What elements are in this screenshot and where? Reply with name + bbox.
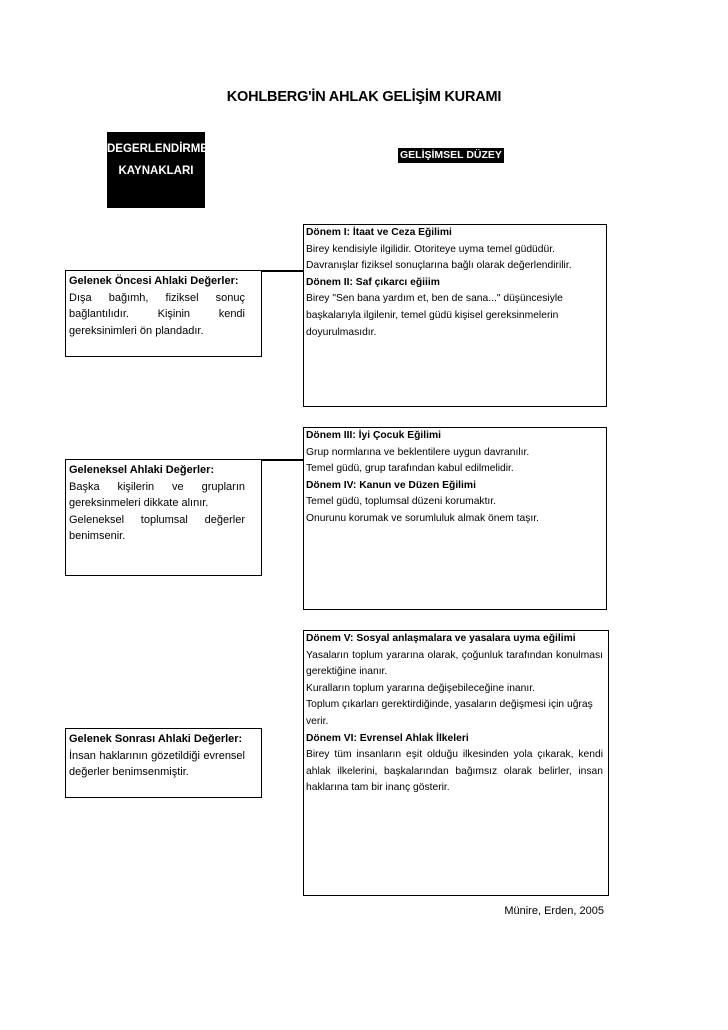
stage-6-text: Birey tüm insanların eşit olduğu ilkesinden yola çıkarak, kendi ahlak ilkelerini, başkalarından bağımsız olarak belirler, insan haklarına tam bir inanç gösterir.: [306, 749, 603, 794]
stage-1-title: Dönem I: İtaat ve Ceza Eğilimi: [306, 227, 452, 238]
stage-5-line-1: Yasaların toplum yararına olarak, çoğunluk tarafından konulması gerektiğine inanır.: [306, 649, 603, 678]
stage-4-title: Dönem IV: Kanun ve Düzen Eğilimi: [306, 479, 476, 491]
stage-3-line-1: Grup normlarına ve beklentilere uygun davranılır.: [306, 446, 530, 458]
stage-3-title: Dönem III: İyi Çocuk Eğilimi: [306, 430, 442, 441]
stage-6-title: Dönem VI: Evrensel Ahlak İlkeleri: [306, 732, 469, 744]
evaluation-sources-label: [107, 132, 208, 208]
conventional-text-2: Geleneksel toplumsal değerler benimsenir.: [69, 513, 245, 542]
preconventional-heading: Gelenek Öncesi Ahlaki Değerler:: [69, 275, 239, 287]
stage-5-line-2: Kuralların toplum yararına değişebileceğine inanır.: [306, 682, 535, 694]
conventional-heading: Geleneksel Ahlaki Değerler:: [69, 464, 215, 476]
preconventional-text: Dışa bağımh, fiziksel sonuç bağlantılıdır. Kişinin kendi gereksinimleri ön plandadır.: [69, 291, 245, 337]
stage-1-line-2: Davranışlar fiziksel sonuçlarına bağlı olarak değerlendirilir.: [306, 260, 572, 272]
stages-1-2-box: [303, 224, 607, 407]
stage-4-line-2: Onurunu korumak ve sorumluluk almak önem taşır.: [306, 512, 539, 524]
stage-3-line-2: Temel güdü, grup tarafından kabul edilmelidir.: [306, 463, 514, 475]
stage-2-title: Dönem II: Saf çıkarcı eğiiim: [306, 276, 440, 288]
source-credit: Münire, Erden, 2005: [504, 905, 604, 917]
evaluation-sources-line2: KAYNAKLARI: [118, 165, 194, 177]
stage-5-title: Dönem V: Sosyal anlaşmalara ve yasalara uyma eğilimi: [306, 633, 576, 644]
connector-line-2: [262, 459, 303, 461]
stages-5-6-box: [303, 630, 609, 896]
stage-4-line-1: Temel güdü, toplumsal düzeni korumaktır.: [306, 496, 497, 508]
preconventional-box: [65, 270, 262, 357]
postconventional-heading: Gelenek Sonrası Ahlaki Değerler:: [69, 733, 243, 745]
developmental-level-label: GELİŞİMSEL DÜZEY: [400, 149, 502, 161]
conventional-box: [65, 459, 262, 576]
stage-2-text: Birey "Sen bana yardım et, ben de sana..." düşüncesiyle başkalarıyla ilgilenir, temel güdü kişisel gereksinmelerin doyurulmasıdır.: [306, 293, 563, 338]
evaluation-sources-line1: DEGERLENDİRME: [107, 143, 208, 155]
stages-3-4-box: [303, 427, 607, 610]
postconventional-box: [65, 728, 262, 798]
connector-line-1: [262, 270, 303, 272]
stage-1-line-1: Birey kendisiyle ilgilidir. Otoriteye uyma temel güdüdür.: [306, 243, 555, 255]
conventional-text-1: Başka kişilerin ve grupların gereksinmeleri dikkate alınır.: [69, 480, 245, 509]
page-title: KOHLBERG'İN AHLAK GELİŞİM KURAMI: [226, 89, 502, 105]
postconventional-text: İnsan haklarının gözetildiği evrensel değerler benimsenmiştir.: [69, 749, 245, 778]
stage-5-line-3: Toplum çıkarları gerektirdiğinde, yasaların değişmesi için uğraş verir.: [306, 699, 593, 727]
